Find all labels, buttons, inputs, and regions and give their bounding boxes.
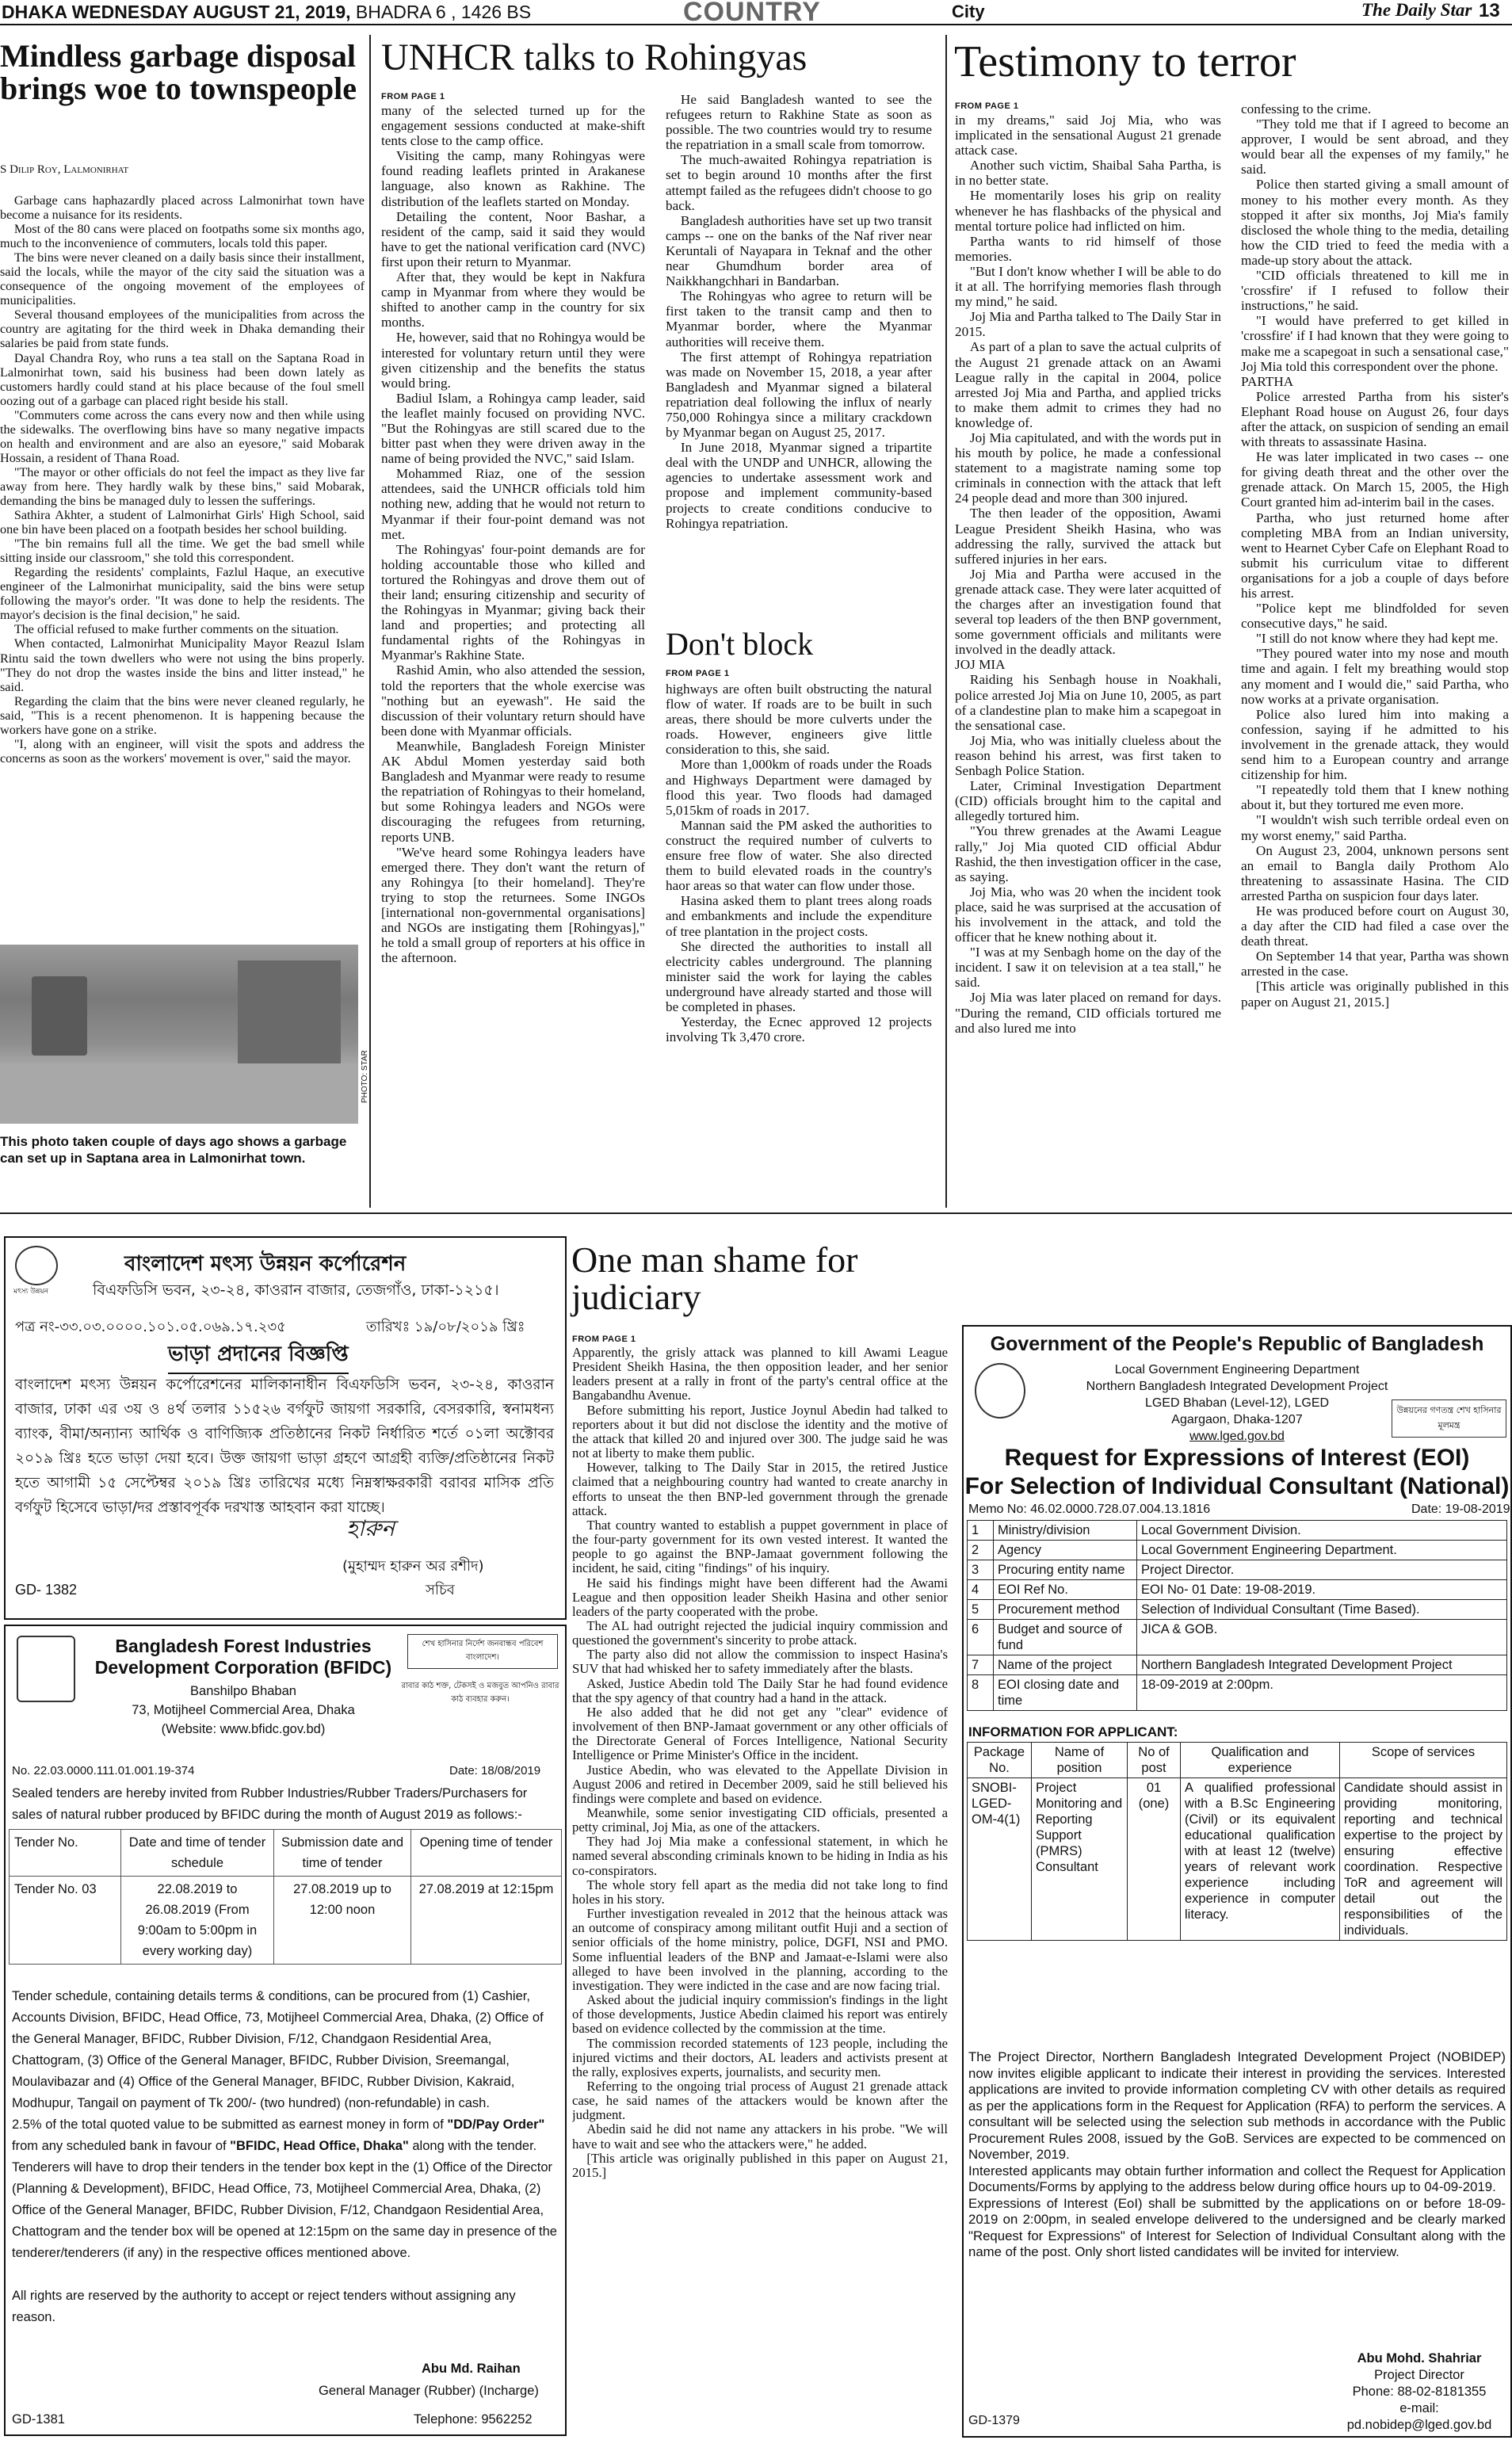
article-paragraph: in my dreams," said Joj Mia, who was implicated in the sensational August 21 grenade attack case.	[955, 113, 1221, 158]
article-paragraph: "We've heard some Rohingya leaders have emerged there. They don't want the return of any Rohingya [to their homeland]. They're trying to stop the returnees. Some INGOs [international non-governmental organisations] and NGOs are instigating them [Rohingyas]," he told a small group of reporters at his office in the afternoon.	[381, 844, 645, 966]
logo-text: মৎস্য উন্নয়ন	[13, 1288, 49, 1296]
article-paragraph: Joj Mia, who was 20 when the incident took place, said he was surprised at the accusation of his involvement in the attack, and told the officer that he knew nothing about it.	[955, 884, 1221, 945]
eoi-body: The Project Director, Northern Bangladesh Integrated Development Project (NOBIDEP) now invites eligible applicant to indicate their interest in providing the services. Interested applications are invited to provide information completing CV with other details as required as per the applications form in the Request for Application (RFA) to perform the services. A consultant will be selected using the selection sub methods in accordance with the Public Procurement Rules 2008, issued by the GoB. Services are expected to be commenced on November, 2019. Interested applicants may obtain further information and collect the Request for Application Documents/Forms by applying to the address below during office hours up to 04-09-2019. Expressions of Interest (EoI) shall be submitted by the applications on or before 18-09-2019 on 2:00pm, in sealed envelope delivered to the undersigned and be clearly marked "Request for Expressions" of Interest for Selection of Individual Consultant along with the name of the post. Only short listed candidates will be invited for interview.	[968, 2049, 1506, 2259]
signer-designation: সচিব	[426, 1582, 455, 1598]
eoi-info-table	[967, 1520, 1507, 1711]
row-number: 1	[968, 1521, 994, 1541]
article-paragraph: Later, Criminal Investigation Department (CID) officials brought him to the capital and allegedly tortured him.	[955, 778, 1221, 824]
table-row	[968, 1620, 1507, 1655]
article-paragraph: "They poured water into my nose and mouth time and again. I felt my breathing would stop any moment and I would die," said Partha, who now works at a private organisation.	[1241, 646, 1509, 707]
contact-email-link[interactable]: e-mail: pd.nobidep@lged.gov.bd	[1346, 2401, 1492, 2432]
article-paragraph: The first attempt of Rohingya repatriation was made on November 15, 2018, a year after Bangladesh and Myanmar signed a bilateral repatriation deal following the influx of nearly 750,000 Rohingya since a military crackdown by Myanmar began on August 25, 2017.	[666, 349, 932, 441]
row-value: EOI No- 01 Date: 19-08-2019.	[1137, 1580, 1507, 1600]
notice-title: ভাড়া প্রদানের বিজ্ঞপ্তি	[168, 1338, 349, 1374]
article-paragraph: Regarding the claim that the bins were never cleaned regularly, he said, "This is a recent phenomenon. It is happening because the workers have gone on a strike.	[0, 693, 365, 737]
article-paragraph: Partha, who just returned home after completing MBA from an Indian university, went to Hearnet Cyber Cafe on Elephant Road to submit his curriculum vitae to different organisations for a job a couple of days before his arrest.	[1241, 510, 1509, 601]
article-paragraph: "Police kept me blindfolded for seven consecutive days," he said.	[1241, 601, 1509, 632]
article-paragraph: After that, they would be kept in Nakfura camp in Myanmar from where they would be shifted to another camp in the country for six months.	[381, 269, 645, 330]
article-paragraph: "I would have preferred to get killed in 'crossfire' if I had known that they were going to make me a scapegoat in such a sensational case," Joj Mia told this correspondent over the phone.	[1241, 313, 1509, 374]
row-label: Procurement method	[994, 1600, 1137, 1620]
signer-name: Abu Md. Raihan	[422, 2362, 521, 2376]
article-paragraph: Sathira Akhter, a student of Lalmonirhat Girls' High School, said one bin have been placed on a footpath besides her school building.	[0, 508, 365, 537]
table-row	[968, 1655, 1507, 1675]
applicant-table	[967, 1742, 1507, 1941]
article-paragraph: "The bin remains full all the time. We get the bad smell while sitting inside our classroom," she told this correspondent.	[0, 536, 365, 566]
article-paragraph: He said his findings might have been different had the Awami League and then opposition leader Sheikh Hasina and other senior leaders of the party cooperated with the probe.	[572, 1575, 948, 1619]
article-paragraph: Badiul Islam, a Rohingya camp leader, said the leaflet mainly focused on providing NVC. "But the Rohingyas are still scared due to the bitter past when they were driven away in the name of being provided the NVC," said Islam.	[381, 390, 645, 467]
article-paragraph: The commission recorded statements of 123 people, including the injured victims and their doctors, AL leaders and activists present at the rally, explosives experts, journalists, and security men.	[572, 2035, 948, 2079]
eoi-title: Request for Expressions of Interest (EOI) For Selection of Individual Consultant (National)	[964, 1445, 1510, 1499]
org-title: বাংলাদেশ মৎস্য উন্নয়ন কর্পোরেশন	[124, 1252, 407, 1276]
row-label: Name of the project	[994, 1655, 1137, 1675]
article-paragraph: many of the selected turned up for the engagement sessions conducted at make-shift tents close to the camp office.	[381, 103, 645, 149]
ad-code: GD- 1382	[15, 1582, 78, 1598]
article-paragraph: Police also lured him into making a confession, saying if he admitted to his involvement in the grenade attack, they would send him to a European country and arrange citizenship for him.	[1241, 706, 1509, 783]
article-paragraph: The official refused to make further comments on the situation.	[13, 622, 339, 637]
article-paragraph: highways are often built obstructing the natural flow of water. If roads are to be built in such areas, there should be more culverts under the roads. However, engineers give little consideration to this, she said.	[666, 682, 932, 758]
lged-website-link[interactable]: www.lged.gov.bd	[1189, 1430, 1285, 1443]
lged-eoi-ad	[962, 1325, 1512, 2438]
article-paragraph: Meanwhile, some senior investigating CID officials, presented a petty criminal, Joj Mia, as one of the attackers.	[572, 1805, 948, 1835]
article-paragraph: Raiding his Senbagh house in Noakhali, police arrested Joj Mia on June 10, 2005, as part of a clandestine plan to make him a scapegoat in the sensational case.	[955, 672, 1221, 733]
column-rule	[945, 35, 947, 1208]
article-paragraph: As part of a plan to save the actual culprits of the August 21 grenade attack on an Awami League rally in the capital in 2004, police arrested Joj Mia and Partha, and applied tricks to make them admit to crimes they had no knowledge of.	[955, 339, 1221, 430]
section-name: COUNTRY	[683, 0, 821, 27]
row-label: EOI Ref No.	[994, 1580, 1137, 1600]
article-paragraph: Hasina asked them to plant trees along roads and embankments and include the expenditure of tree plantation in the project costs.	[666, 893, 932, 939]
article-paragraph: Mannan said the PM asked the authorities to construct the required number of culverts to ensure free flow of water. She also directed them to build elevated roads in the country's haor areas so that water can flow under those.	[666, 817, 932, 894]
article-paragraph: Abedin said he did not name any attackers in his probe. "We will have to wait and see who the attackers were," he added.	[572, 2121, 948, 2152]
row-label: EOI closing date and time	[994, 1675, 1137, 1711]
article-paragraph: Another such victim, Shaibal Saha Partha, is in no better state.	[955, 158, 1221, 189]
article-paragraph: The much-awaited Rohingya repatriation is set to begin around 10 months after the first attempt failed as the refugees didn't choose to go back.	[666, 152, 932, 213]
article-paragraph: On September 14 that year, Partha was shown arrested in the case.	[1241, 949, 1509, 979]
fish-logo-icon	[15, 1246, 58, 1285]
article-paragraph: "Commuters come across the cans every now and then while using the sidewalks. The overflowing bins have so many negative impacts on health and environment and are also an eyesore," said Mobarak Hossain, a resident of Thana Road.	[0, 407, 365, 465]
article-body	[0, 193, 365, 1022]
article-paragraph: The Rohingyas' four-point demands are for holding accountable those who killed and tortured the Rohingyas and drove them out of their land; ensuring citizenship and security of the Rohingyas in Myanmar; giving back their land and properties; and protecting all fundamental rights of the Rohingyas in Myanmar's Rakhine State.	[381, 541, 645, 663]
article-paragraph: He said Bangladesh wanted to see the refugees return to Rakhine State as soon as possible. The two countries would try to resume the repatriation in a small scale from tomorrow.	[666, 92, 932, 153]
article-paragraph: JOJ MIA	[955, 657, 1006, 673]
memo-date: তারিখঃ ১৯/০৮/২০১৯ খ্রিঃ	[366, 1319, 525, 1335]
memo-number: No. 22.03.0000.111.01.001.19-374	[12, 1764, 195, 1777]
article-paragraph: "They told me that if I agreed to become an approver, I would be sent abroad, and they would bear all the expenses of my family," he said.	[1241, 116, 1509, 178]
article-paragraph: When contacted, Lalmonirhat Municipality Mayor Reazul Islam Rintu said the town dwellers who were not using the bins properly. "They do not drop the wastes inside the bins and litter instead," he said.	[0, 636, 365, 694]
tender-table	[9, 1829, 562, 1965]
article-paragraph: The whole story fell apart as the media did not take long to find holes in his story.	[572, 1877, 948, 1907]
article-paragraph: They had Joj Mia make a confessional statement, in which he named several absconding criminals known to be hiding in India as his co-conspirators.	[572, 1834, 948, 1878]
row-number: 3	[968, 1560, 994, 1580]
row-label: Agency	[994, 1541, 1137, 1560]
from-page-label: FROM PAGE 1	[572, 1335, 636, 1344]
fish-corp-ad	[4, 1236, 567, 1620]
slogan-box: উন্নয়নের গণতন্ত্র শেখ হাসিনার মূলমন্ত্র	[1392, 1399, 1506, 1438]
from-page-label: FROM PAGE 1	[955, 101, 1019, 111]
article-paragraph: More than 1,000km of roads under the Roads and Highways Department were damaged by flood this year. Two floods had damaged 5,015km of roads in 2017.	[666, 757, 932, 818]
row-value: 18-09-2019 at 2:00pm.	[1137, 1675, 1507, 1711]
article-paragraph: He, however, said that no Rohingya would be interested for voluntary return until they were given citizenship and the benefits the status would bring.	[381, 330, 645, 391]
lged-logo-icon	[975, 1363, 1025, 1419]
memo-number: Memo No: 46.02.0000.728.07.004.13.1816	[968, 1503, 1211, 1516]
row-label: Budget and source of fund	[994, 1620, 1137, 1655]
table-row	[968, 1600, 1507, 1620]
from-page-label: FROM PAGE 1	[381, 92, 445, 101]
row-value: Selection of Individual Consultant (Time Based).	[1137, 1600, 1507, 1620]
article-paragraph: "I still do not know where they had kept me.	[1255, 631, 1499, 647]
memo-number: পত্র নং-৩৩.০৩.০০০০.১০১.০৫.০৬৯.১৭.২৩৫	[15, 1319, 286, 1335]
memo-date: Date: 18/08/2019	[449, 1764, 541, 1777]
row-value: Northern Bangladesh Integrated Development Project	[1137, 1655, 1507, 1675]
article-paragraph: She directed the authorities to install all electricity cables underground. The planning minister said the work for laying the cables underground have already started and those will be completed in phases.	[666, 938, 932, 1014]
dept-info: Local Government Engineering Department Northern Bangladesh Integrated Development Project LGED Bhaban (Level-12), LGED Agargaon, Dhaka-1207 www.lged.gov.bd	[964, 1361, 1510, 1445]
earnest-money-terms: 2.5% of the total quoted value to be submitted as earnest money in form of "DD/Pay Order" from any scheduled bank in favour of "BFIDC, Head Office, Dhaka" along with the tender.	[12, 2117, 545, 2153]
article-paragraph: The Rohingyas who agree to return will be first taken to the transit camp and then to Myanmar border, where the Myanmar authorities will receive them.	[666, 288, 932, 349]
table-row: SNOBI-LGED-OM-4(1) Project Monitoring and Reporting Support (PMRS) Consultant 01 (one) A qualified professional with a B.Sc Engineering (Civil) or its equivalent educational qualification with at least 12 (twelve) years of relevant work experience including experience in computer literacy. Candidate should assist in providing monitoring, reporting and technical expertise to the project by ensuring effective coordination. Respective ToR and agreement will detail out the responsibilities of the individuals.	[968, 1778, 1507, 1941]
slogan-text: রাবার কাঠ শক্ত, টেকসই ও মজবুত আপনিও রাবার কাঠ ব্যবহার করুন।	[401, 1682, 559, 1704]
row-label: Ministry/division	[994, 1521, 1137, 1541]
article-paragraph: "You threw grenades at the Awami League rally," Joj Mia quoted CID official Abdur Rashid, the then investigation officer in the case, as saying.	[955, 823, 1221, 884]
signature: হারুন	[346, 1515, 395, 1541]
article-paragraph: Most of the 80 cans were placed on footpaths some six months ago, much to the inconvenience of commuters, locals told this paper.	[0, 222, 365, 251]
article-body	[666, 682, 932, 1205]
table-row	[968, 1580, 1507, 1600]
memo-date: Date: 19-08-2019	[1411, 1503, 1510, 1516]
ad-code: GD-1381	[12, 2412, 65, 2427]
row-number: 6	[968, 1620, 994, 1655]
article-paragraph: He was produced before court on August 30, a day after the CID had filed a case over the death threat.	[1241, 903, 1509, 949]
notice-body: বাংলাদেশ মৎস্য উন্নয়ন কর্পোরেশনের মালিকানাধীন বিএফডিসি ভবন, ২৩-২৪, কাওরান বাজার, ঢাকা এর ৩য় ও ৪র্থ তলার ১১৫২৬ বর্গফুট জায়গা সরকারি, বেসরকারি, স্বনামধন্য ব্যাংক, বীমা/অন্যান্য আর্থিক ও বাণিজ্যিক প্রতিষ্ঠানের নিকট নির্ধারিত শর্তে ০১লা অক্টোবর ২০১৯ খ্রিঃ হতে ভাড়া দেয়া হবে। উক্ত জায়গা ভাড়া গ্রহণে আগ্রহী ব্যক্তি/প্রতিষ্ঠানের নিকট হতে আগামী ১৫ সেপ্টেম্বর ২০১৯ খ্রিঃ তারিখের মধ্যে নিম্নস্বাক্ষরকারী বরাবর মাসিক প্রতি বর্গফুট হিসেবে ভাড়া/দর প্রস্তাবপূর্বক দরখাস্ত আহবান করা যাচ্ছে।	[15, 1377, 554, 1516]
article-paragraph: The party also did not allow the commission to inspect Hasina's SUV that had whisked her to safety immediately after the blasts.	[572, 1647, 948, 1677]
article-paragraph: Joj Mia and Partha talked to The Daily Star in 2015.	[955, 309, 1221, 340]
gov-title: Government of the People's Republic of Bangladesh	[990, 1333, 1484, 1355]
article-paragraph: On August 23, 2004, unknown persons sent an email to Bangla daily Prothom Alo threatening to assassinate Hasina. The CID arrested Partha on suspicion four days later.	[1241, 842, 1509, 903]
article-paragraph: PARTHA	[1241, 373, 1294, 389]
row-value: Local Government Division.	[1137, 1521, 1507, 1541]
article-paragraph: The AL had outright rejected the judicial inquiry commission and questioned the government's sincerity to probe attack.	[572, 1617, 948, 1648]
signer-name: (মুহাম্মদ হারুন অর রশীদ)	[342, 1558, 484, 1575]
page-number: 13	[1479, 0, 1500, 21]
bfidc-tender-ad	[4, 1625, 567, 2436]
article-paragraph: Mohammed Riaz, one of the session attendees, said the UNHCR officials told him nothing new, adding that he would not return to Myanmar if their four-point demand was not met.	[381, 466, 645, 542]
article-paragraph: Police then started giving a small amount of money to his mother every month. As they stopped it after six months, Joj Mia's family disclosed the whole thing to the media, detailing how the CID tried to feed the media with a made-up story about the attack.	[1241, 177, 1509, 268]
row-number: 5	[968, 1600, 994, 1620]
table-row	[968, 1675, 1507, 1711]
article-body	[572, 1346, 948, 2435]
section-rule	[0, 1212, 1512, 1214]
article-paragraph: He was later implicated in two cases -- one for giving death threat and the other over the grenade attack. On March 15, 2005, the High Court granted him ad-interim bail in the cases.	[1241, 449, 1509, 510]
org-address: Banshilpo Bhaban 73, Motijheel Commercial Area, Dhaka (Website: www.bfidc.gov.bd)	[132, 1684, 355, 1736]
article-paragraph: [This article was originally published in this paper on August 21, 2015.]	[1241, 979, 1509, 1010]
article-paragraph: "CID officials threatened to kill me in 'crossfire' if I refused to follow their instructions," he said.	[1241, 268, 1509, 314]
article-paragraph: However, talking to The Daily Star in 2015, the retired Justice claimed that a neighbouring country had wanted to create anarchy in efforts to unseat the then BNP-led government through the grenade attack.	[572, 1460, 948, 1518]
row-value: Local Government Engineering Department.	[1137, 1541, 1507, 1560]
article-paragraph: "I wouldn't wish such terrible ordeal even on my worst enemy," said Partha.	[1241, 812, 1509, 843]
article-paragraph: Detailing the content, Noor Bashar, a resident of the camp, said it said they would have to get the national verification card (NVC) first upon their return to Myanmar.	[381, 208, 645, 269]
article-body-col1	[955, 113, 1221, 1205]
article-headline: UNHCR talks to Rohingyas	[381, 36, 808, 78]
table-header-row: Tender No. Date and time of tender schedule Submission date and time of tender Opening time of tender	[10, 1830, 562, 1877]
column-rule	[369, 35, 371, 1208]
article-body-col1	[381, 103, 645, 1205]
table-header-row: Package No. Name of position No of post Qualification and experience Scope of services	[968, 1743, 1507, 1778]
article-paragraph: Dayal Chandra Roy, who runs a tea stall on the Saptana Road in Lalmonirhat town, said his business had been down lately as customers hardly could stand at his place because of the foul smell oozing out of a garbage can placed right beside his stall.	[0, 350, 365, 408]
row-value: JICA & GOB.	[1137, 1620, 1507, 1655]
article-paragraph: That country wanted to establish a puppet government in place of the four-party government for its own vested interest. It wanted the people to go against the BNP-Jamaat government following the incident, he said, citing "findings" of his inquiry.	[572, 1517, 948, 1576]
table-row	[968, 1560, 1507, 1580]
article-paragraph: "But I don't know whether I will be able to do it at all. The horrifying memories flash through my mind," he said.	[955, 263, 1221, 310]
article-headline: Don't block	[666, 626, 814, 662]
article-paragraph: Rashid Amin, who also attended the session, told the reporters that the whole exercise was "nothing but an eyewash". He said the discussion of their voluntary return should have been done with Myanmar officials.	[381, 663, 645, 739]
table-row	[968, 1541, 1507, 1560]
garbage-can-photo	[0, 945, 358, 1124]
bfidc-logo-icon	[17, 1636, 75, 1702]
slogan-box: শেখ হাসিনার নির্দেশ জনবান্ধব পরিবেশ বাংলাদেশ।	[407, 1634, 558, 1669]
tender-intro: Sealed tenders are hereby invited from Rubber Industries/Rubber Traders/Purchasers for sales of natural rubber produced by BFIDC during the month of August 2019 as follows:-	[12, 1786, 528, 1822]
paper-logo: The Daily Star	[1361, 0, 1472, 20]
article-paragraph: "I, along with an engineer, will visit the spots and address the concerns as soon as the workers' movement is over," said the mayor.	[0, 736, 365, 766]
photo-caption: This photo taken couple of days ago shows a garbage can set up in Saptana area in Lalmonirhat town.	[0, 1134, 347, 1166]
row-number: 7	[968, 1655, 994, 1675]
article-paragraph: "I was at my Senbagh home on the day of the incident. I saw it on television at a tea stall," he said.	[955, 945, 1221, 991]
row-number: 2	[968, 1541, 994, 1560]
byline: S Dilip Roy, Lalmonirhat	[0, 163, 129, 176]
article-headline: One man shame for judiciary	[571, 1239, 858, 1318]
article-paragraph: Visiting the camp, many Rohingyas were found reading leaflets printed in Arakanese language, also known as Rakhine. The distribution of the leaflets started on Monday.	[381, 148, 645, 209]
article-paragraph: Apparently, the grisly attack was planned to kill Awami League President Sheikh Hasina, the then opposition leader, and her senior leaders present at a rally in front of the party's central office at the Bangabandhu Avenue.	[572, 1346, 948, 1403]
article-paragraph: Meanwhile, Bangladesh Foreign Minister AK Abdul Momen yesterday said both Bangladesh and Myanmar were ready to resume the repatriation of Rohingyas to their homeland, but some Rohingya leaders and NGOs were discouraging the refugees from returning, reports UNB.	[381, 738, 645, 845]
row-number: 8	[968, 1675, 994, 1711]
article-paragraph: [This article was originally published in this paper on August 21, 2015.]	[572, 2150, 948, 2180]
ad-phone: Telephone: 9562252	[414, 2412, 533, 2427]
tender-box-terms: Tenderers will have to drop their tenders in the tender box kept in the (1) Office of the Director (Planning & Development), BFIDC, Head Office, 73, Motijheel Commercial Area, Dhaka, (2) Office of the General Manager, BFIDC, Rubber Division, F/12, Chandgaon Residential Area, Chattogram and the tender box will be opened at 12:15pm on the same day in presence of the tenderer/tenderers (if any) in the respective offices mentioned above.	[12, 2160, 557, 2260]
ad-code: GD-1379	[968, 2414, 1020, 2427]
article-paragraph: Further investigation revealed in 2012 that the heinous attack was an outcome of conspiracy among militant outfit Huji and a section of senior officials of the home ministry, police, DGFI, NSI and PMO. Some influential leaders of the BNP and Jamaat-e-Islami were also alleged to have been involved in the planning, according to the investigation. They were indicted in the case and are now facing trial.	[572, 1906, 948, 1993]
article-paragraph: Justice Abedin, who was elevated to the Appellate Division in August 2006 and retired in December 2009, said he still believed his findings were complete and based on evidence.	[572, 1762, 948, 1806]
article-paragraph: confessing to the crime.	[1241, 101, 1372, 116]
article-paragraph: Regarding the residents' complaints, Fazlul Haque, an executive engineer of the Lalmonirhat municipality, said the bins were setup following the mayor's order. "It was done to help the residents. The mayor's decision is the final decision," he said.	[0, 565, 365, 623]
row-number: 4	[968, 1580, 994, 1600]
article-paragraph: He momentarily loses his grip on reality whenever he has flashbacks of the physical and mental torture police had inflicted on him.	[955, 188, 1221, 234]
subsection-name: City	[952, 2, 985, 21]
rights-terms: All rights are reserved by the authority to accept or reject tenders without assigning any reason.	[12, 2289, 516, 2324]
article-paragraph: Partha wants to rid himself of those memories.	[955, 233, 1221, 264]
article-paragraph: Joj Mia and Partha were accused in the grenade attack case. They were later acquitted of the charges after an investigation found that several top leaders of the then BNP government, some government officials and militants were involved in the deadly attack.	[955, 566, 1221, 658]
article-paragraph: "I repeatedly told them that I knew nothing about it, but they tortured me even more.	[1241, 782, 1509, 813]
article-paragraph: The then leader of the opposition, Awami League President Sheikh Hasina, who was addressing the rally, survived the attack but suffered injuries in her ears.	[955, 506, 1221, 567]
article-paragraph: Joj Mia was later placed on remand for days. "During the remand, CID officials tortured me and also lured me into	[955, 990, 1221, 1036]
signer-designation: General Manager (Rubber) (Incharge)	[319, 2384, 539, 2398]
article-paragraph: In June 2018, Myanmar signed a tripartite deal with the UNDP and UNHCR, allowing the agencies to undertake assessment work and propose and implement community-based projects to create conditions conducive to Rohingya repatriation.	[666, 440, 932, 531]
article-body-col2	[1241, 101, 1509, 1205]
article-paragraph: Yesterday, the Ecnec approved 12 projects involving Tk 3,470 crore.	[666, 1014, 932, 1045]
page-header	[0, 0, 1512, 25]
row-label: Procuring entity name	[994, 1560, 1137, 1580]
article-headline: Testimony to terror	[954, 37, 1296, 86]
article-paragraph: Joj Mia, who was initially clueless about the reason behind his arrest, was first taken to Senbagh Police Station.	[955, 732, 1221, 779]
table-row: Tender No. 03 22.08.2019 to 26.08.2019 (From 9:00am to 5:00pm in every working day) 27.08.2019 up to 12:00 noon 27.08.2019 at 12:15pm	[10, 1877, 562, 1965]
org-address: বিএফডিসি ভবন, ২৩-২৪, কাওরান বাজার, তেজগাঁও, ঢাকা-১২১৫।	[93, 1281, 499, 1299]
article-body-col2	[666, 92, 932, 624]
table-row	[968, 1521, 1507, 1541]
info-title: INFORMATION FOR APPLICANT:	[968, 1724, 1178, 1739]
article-paragraph: He also added that he did not get any "clear" evidence of involvement of then BNP-Jamaat government or any other officials of the Directorate General of Forces Intelligence, National Security Intelligence or Prime Minister's Office in the incident.	[572, 1704, 948, 1763]
tender-terms: Tender schedule, containing details terms & conditions, can be procured from (1) Cashier, Accounts Division, BFIDC, Head Office, 73, Motijheel Commercial Area, Dhaka, (2) Office of the General Manager, BFIDC, Rubber Division, F/12, Chandgaon Residential Area, Chattogram, (3) Office of the General Manager, BFIDC, Rubber Division, Sreemangal, Moulavibazar and (4) Office of the General Manager, BFIDC, Rubber Division, Kakraid, Modhupur, Tangail on payment of Tk 200/- (two hundred) (non-refundable) in cash.	[12, 1989, 544, 2110]
article-paragraph: "The mayor or other officials do not feel the impact as they live far away from here. They hardly walk by these bins," said Mobarak, demanding the bins be managed duly to lessen the sufferings.	[0, 464, 365, 508]
article-paragraph: The bins were never cleaned on a daily basis since their installment, said the locals, while the mayor of the city said the situation was a consequence of the ongoing movement of the employees of municipalities.	[0, 250, 365, 308]
article-paragraph: Asked, Justice Abedin told The Daily Star he had found evidence that the spy agency of that country had a hand in the attack.	[572, 1675, 948, 1705]
article-headline: Mindless garbage disposal brings woe to townspeople	[0, 38, 357, 107]
dateline: DHAKA WEDNESDAY AUGUST 21, 2019, BHADRA 6 , 1426 BS	[2, 2, 532, 22]
photo-credit: PHOTO: STAR	[361, 1050, 369, 1103]
signature-block: Abu Mohd. Shahriar Project Director Phone: 88-02-8181355 e-mail: pd.nobidep@lged.gov.bd	[1336, 2350, 1502, 2434]
article-paragraph: Referring to the ongoing trial process of August 21 grenade attack case, he said names of the attackers would be known after the judgment.	[572, 2078, 948, 2123]
article-paragraph: Several thousand employees of the municipalities from across the country are agitating for the third week in Dhaka demanding their salaries be paid from state funds.	[0, 307, 365, 351]
row-value: Project Director.	[1137, 1560, 1507, 1580]
article-paragraph: Police arrested Partha from his sister's Elephant Road house on August 26, four days after the attack, on suspicion of sending an email with threats to assassinate Hasina.	[1241, 388, 1509, 450]
article-paragraph: Asked about the judicial inquiry commission's findings in the light of those developments, Justice Abedin claimed his report was entirely based on evidence collected by the commission at the time.	[572, 1992, 948, 2037]
article-paragraph: Bangladesh authorities have set up two transit camps -- one on the banks of the Naf river near Keruntali of Nayapara in Teknaf and the other near Ghumdhum border area of Naikkhangchhari in Bandarban.	[666, 212, 932, 289]
article-paragraph: Before submitting his report, Justice Joynul Abedin had talked to reporters about it but did not disclose the identity and the motive of the attack that killed 20 and injured over 300. The judge said he was not at liberty to make them public.	[572, 1402, 948, 1461]
article-paragraph: Joj Mia capitulated, and with the words put in his mouth by police, he made a confessional statement to a magistrate naming some top criminals in connection with the attack that left 24 people dead and more than 300 injured.	[955, 430, 1221, 506]
org-name: Bangladesh Forest Industries Development Corporation (BFIDC)	[94, 1636, 392, 1678]
from-page-label: FROM PAGE 1	[666, 669, 730, 678]
article-paragraph: Garbage cans haphazardly placed across Lalmonirhat town have become a nuisance for its residents.	[0, 193, 365, 223]
